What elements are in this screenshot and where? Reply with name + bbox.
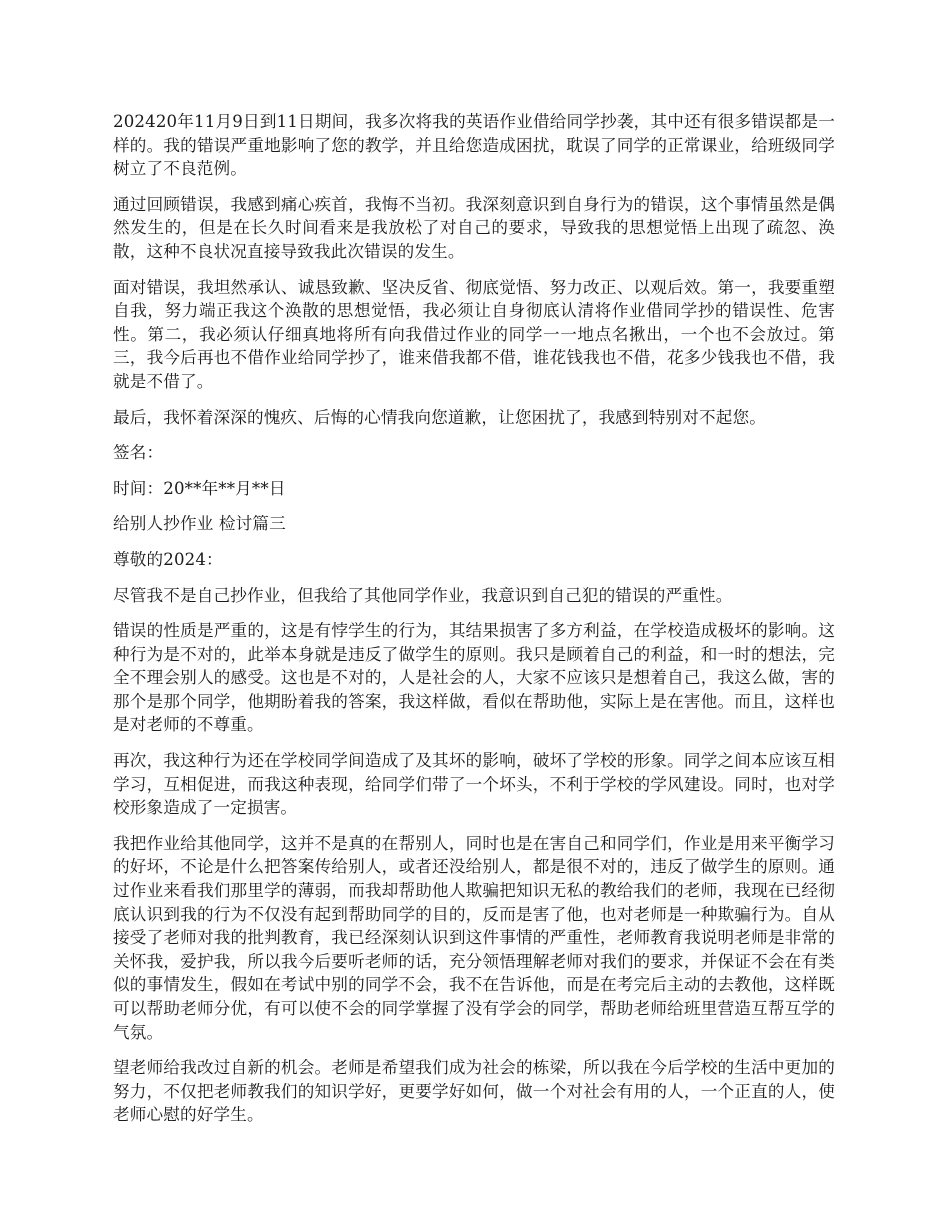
date-line: 时间：20**年**月**日: [113, 478, 286, 498]
paragraph-nature-of-error: 错误的性质是严重的，这是有悖学生的行为，其结果损害了多方利益，在学校造成极坏的影响。这种行为是不对的，此举本身就是违反了做学生的原则。我只是顾着自己的利益，和一时的想法，完全不理会别人的感受。这也是不对的，人是社会的人，大家不应该只是想着自己，我这么做，害的那个是那个同学，他期盼着我的答案，我这样做，看似在帮助他，实际上是在害他。而且，这样也是对老师的不尊重。: [113, 621, 835, 735]
salutation: 尊敬的2024：: [113, 549, 223, 569]
section-title: 给别人抄作业 检讨篇三: [113, 514, 286, 534]
paragraph-closing: 望老师给我改过自新的机会。老师是希望我们成为社会的栋梁，所以我在今后学校的生活中更加的努力，不仅把老师教我们的知识学好，更要学好如何，做一个对社会有用的人，一个正直的人，使老师心慰的好学生。: [113, 1058, 835, 1125]
paragraph-homework-purpose: 我把作业给其他同学，这并不是真的在帮别人，同时也是在害自己和同学们，作业是用来平衡学习的好坏，不论是什么把答案传给别人，或者还没给别人，都是很不对的，违反了做学生的原则。通过作业来看我们那里学的薄弱，而我却帮助他人欺骗把知识无私的教给我们的老师，我现在已经彻底认识到我的行为不仅没有起到帮助同学的目的，反而是害了他，也对老师是一种欺骗行为。自从接受了老师对我的批判教育，我已经深刻认识到这件事情的严重性，老师教育我说明老师是非常的关怀我，爱护我，所以我今后要听老师的话，充分领悟理解老师对我们的要求，并保证不会在有类似的事情发生，假如在考试中别的同学不会，我不在告诉他，而是在考完后主动的去教他，这样既可以帮助老师分优，有可以使不会的同学掌握了没有学会的同学，帮助老师给班里营造互帮互学的气氛。: [113, 833, 835, 1042]
paragraph-commitments: 面对错误，我坦然承认、诚恳致歉、坚决反省、彻底觉悟、努力改正、以观后效。第一，我要重塑自我，努力端正我这个涣散的思想觉悟，我必须让自身彻底认清将作业借同学抄的错误性、危害性。第二，我必须认仔细真地将所有向我借过作业的同学一一地点名揪出，一个也不会放过。第三，我今后再也不借作业给同学抄了，谁来借我都不借，谁花钱我也不借，花多少钱我也不借，我就是不借了。: [113, 277, 835, 391]
signature-line: 签名：: [113, 443, 164, 463]
paragraph-incident: 202420年11月9日到11日期间，我多次将我的英语作业借给同学抄袭，其中还有很多错误都是一样的。我的错误严重地影响了您的教学，并且给您造成困扰，耽误了同学的正常课业，给班级同学树立了不良范例。: [113, 112, 835, 179]
paragraph-awareness: 尽管我不是自己抄作业，但我给了其他同学作业，我意识到自己犯的错误的严重性。: [113, 585, 733, 605]
document-body: [113, 110, 835, 1139]
paragraph-reflection: 通过回顾错误，我感到痛心疾首，我悔不当初。我深刻意识到自身行为的错误，这个事情虽然是偶然发生的，但是在长久时间看来是我放松了对自己的要求，导致我的思想觉悟上出现了疏忽、涣散，这种不良状况直接导致我此次错误的发生。: [113, 194, 835, 261]
paragraph-school-impact: 再次，我这种行为还在学校同学间造成了及其坏的影响，破坏了学校的形象。同学之间本应该互相学习，互相促进，而我这种表现，给同学们带了一个坏头，不利于学校的学风建设。同时，也对学校形象造成了一定损害。: [113, 751, 835, 818]
paragraph-apology: 最后，我怀着深深的愧疚、后悔的心情我向您道歉，让您困扰了，我感到特别对不起您。: [113, 407, 767, 427]
